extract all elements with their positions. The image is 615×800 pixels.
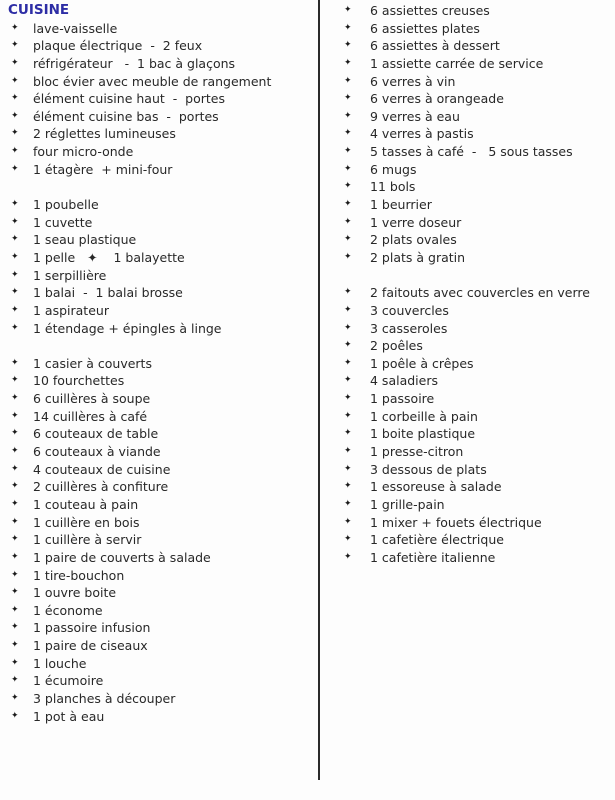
bullet-icon: ✦ (344, 463, 352, 474)
list-item (8, 231, 308, 249)
bullet-icon: ✦ (11, 710, 19, 721)
list-section (8, 355, 308, 725)
list-item (341, 284, 613, 302)
bullet-icon: ✦ (11, 393, 19, 404)
list-item-label: 6 assiettes à dessert (370, 38, 500, 54)
list-item-label: 1 corbeille à pain (370, 408, 478, 424)
list-item-label: 1 étagère + mini-four (33, 161, 173, 177)
list-item-label: 1 paire de couverts à salade (33, 549, 211, 565)
list-item (341, 302, 613, 320)
list-item-label: bloc évier avec meuble de rangement (33, 73, 272, 89)
list-item (341, 55, 613, 73)
list-item (341, 178, 613, 196)
bullet-icon: ✦ (11, 40, 19, 51)
bullet-icon: ✦ (11, 22, 19, 33)
list-item (341, 143, 613, 161)
list-item-label: 1 poêle à crêpes (370, 355, 474, 371)
list-item (8, 567, 308, 585)
list-item-label: 6 assiettes plates (370, 20, 480, 36)
list-item (341, 90, 613, 108)
list-item (8, 73, 308, 91)
list-item-label: 1 écumoire (33, 673, 104, 689)
bullet-icon: ✦ (11, 675, 19, 686)
list-item (8, 408, 308, 426)
list-item (8, 90, 308, 108)
bullet-icon: ✦ (11, 234, 19, 245)
list-item-label: 2 plats ovales (370, 232, 457, 248)
list-item-label: 3 casseroles (370, 320, 448, 336)
list-item-label: 4 couteaux de cuisine (33, 461, 171, 477)
bullet-icon: ✦ (344, 410, 352, 421)
bullet-icon: ✦ (344, 551, 352, 562)
list-item (341, 37, 613, 55)
list-item-label: 2 cuillères à confiture (33, 479, 169, 495)
list-item-label: 1 grille-pain (370, 496, 445, 512)
bullet-icon: ✦ (11, 75, 19, 86)
list-item (341, 125, 613, 143)
bullet-icon: ✦ (344, 428, 352, 439)
bullet-icon: ✦ (11, 463, 19, 474)
list-item (8, 372, 308, 390)
list-section (8, 196, 308, 337)
list-item-label: 3 dessous de plats (370, 461, 487, 477)
list-item-label: plaque électrique - 2 feux (33, 38, 203, 54)
list-item (341, 478, 613, 496)
list-item (8, 108, 308, 126)
bullet-icon: ✦ (11, 216, 19, 227)
list-item-label: 1 économe (33, 602, 103, 618)
list-item-label: 1 pelle ✦ 1 balayette (33, 249, 185, 265)
bullet-icon: ✦ (11, 163, 19, 174)
list-item (8, 637, 308, 655)
list-item-label: 14 cuillères à café (33, 408, 148, 424)
list-item (8, 55, 308, 73)
list-item (8, 161, 308, 179)
list-item (341, 2, 613, 20)
list-item (8, 549, 308, 567)
list-item (341, 496, 613, 514)
list-item-label: 1 poubelle (33, 197, 99, 213)
list-item-label: 1 boite plastique (370, 426, 476, 442)
list-item-label: 6 verres à orangeade (370, 91, 504, 107)
list-item (341, 549, 613, 567)
bullet-icon: ✦ (11, 110, 19, 121)
bullet-icon: ✦ (11, 622, 19, 633)
list-item-label: 6 couteaux de table (33, 426, 159, 442)
bullet-icon: ✦ (11, 304, 19, 315)
list-item (8, 390, 308, 408)
bullet-icon: ✦ (344, 181, 352, 192)
list-item (8, 496, 308, 514)
list-item-label: 2 réglettes lumineuses (33, 126, 176, 142)
list-item-label: 1 seau plastique (33, 232, 137, 248)
bullet-icon: ✦ (344, 40, 352, 51)
list-item-label: 1 cuillère à servir (33, 532, 142, 548)
bullet-icon: ✦ (11, 322, 19, 333)
list-item-label: 4 saladiers (370, 373, 438, 389)
bullet-icon: ✦ (344, 216, 352, 227)
list-item-label: 1 pot à eau (33, 708, 105, 724)
list-item-label: réfrigérateur - 1 bac à glaçons (33, 55, 236, 71)
list-item (341, 108, 613, 126)
bullet-icon: ✦ (344, 498, 352, 509)
bullet-icon: ✦ (11, 657, 19, 668)
list-item-label: 1 cafetière électrique (370, 532, 504, 548)
bullet-icon: ✦ (344, 128, 352, 139)
bullet-icon: ✦ (344, 304, 352, 315)
list-item-label: 6 verres à vin (370, 73, 456, 89)
list-item-label: 3 couvercles (370, 302, 449, 318)
bullet-icon: ✦ (344, 57, 352, 68)
list-item-label: 10 fourchettes (33, 373, 125, 389)
list-item (8, 584, 308, 602)
list-item (341, 425, 613, 443)
list-item (8, 284, 308, 302)
list-item (341, 73, 613, 91)
bullet-icon: ✦ (344, 199, 352, 210)
bullet-icon: ✦ (11, 146, 19, 157)
list-item-label: 11 bols (370, 179, 416, 195)
list-item-label: 1 louche (33, 655, 87, 671)
list-item (341, 514, 613, 532)
bullet-icon: ✦ (11, 251, 19, 262)
list-item-label: 1 essoreuse à salade (370, 479, 502, 495)
bullet-icon: ✦ (344, 481, 352, 492)
list-item-label: 1 serpillière (33, 267, 107, 283)
list-item (8, 478, 308, 496)
list-item-label: 1 couteau à pain (33, 496, 139, 512)
column-divider-line (318, 0, 320, 780)
list-item (341, 408, 613, 426)
bullet-icon: ✦ (344, 340, 352, 351)
list-item-label: 1 cuvette (33, 214, 93, 230)
list-item-label: 6 couteaux à viande (33, 444, 161, 460)
list-item (341, 161, 613, 179)
list-item (341, 443, 613, 461)
list-item-label: 1 verre doseur (370, 214, 462, 230)
bullet-icon: ✦ (344, 357, 352, 368)
list-item (341, 390, 613, 408)
bullet-icon: ✦ (11, 410, 19, 421)
list-item (341, 531, 613, 549)
bullet-icon: ✦ (344, 163, 352, 174)
page-title: CUISINE (8, 2, 70, 18)
list-item-label: 1 aspirateur (33, 302, 109, 318)
list-item-label: 6 cuillères à soupe (33, 391, 151, 407)
bullet-icon: ✦ (344, 5, 352, 15)
list-item-label: 1 étendage + épingles à linge (33, 320, 222, 336)
bullet-icon: ✦ (344, 534, 352, 545)
list-item (341, 372, 613, 390)
list-item (341, 231, 613, 249)
list-item (8, 214, 308, 232)
bullet-icon: ✦ (344, 110, 352, 121)
bullet-icon: ✦ (11, 640, 19, 651)
list-item-label: 1 ouvre boite (33, 585, 117, 601)
list-section (341, 284, 613, 566)
list-item (8, 602, 308, 620)
list-item (8, 461, 308, 479)
list-item (8, 708, 308, 726)
bullet-icon: ✦ (344, 93, 352, 104)
list-item (8, 37, 308, 55)
list-item-label: 1 paire de ciseaux (33, 638, 148, 654)
bullet-icon: ✦ (344, 516, 352, 527)
list-item (341, 355, 613, 373)
bullet-icon: ✦ (11, 357, 19, 368)
list-item (8, 425, 308, 443)
list-item-label: 1 casier à couverts (33, 355, 152, 371)
bullet-icon: ✦ (11, 287, 19, 298)
list-item-label: 5 tasses à café - 5 sous tasses (370, 144, 573, 160)
list-item (8, 267, 308, 285)
list-item-label: 6 assiettes creuses (370, 3, 490, 18)
bullet-icon: ✦ (344, 393, 352, 404)
right-column (341, 2, 613, 567)
bullet-icon: ✦ (344, 287, 352, 298)
list-item (8, 302, 308, 320)
list-item-label: lave-vaisselle (33, 20, 118, 36)
list-item-label: four micro-onde (33, 144, 134, 160)
list-item (8, 249, 308, 267)
list-item (8, 443, 308, 461)
list-item-label: 1 beurrier (370, 197, 432, 213)
list-item-label: 1 presse-citron (370, 444, 464, 460)
list-item-label: 1 assiette carrée de service (370, 55, 544, 71)
list-item-label: élément cuisine bas - portes (33, 108, 219, 124)
list-item (341, 249, 613, 267)
list-item (8, 196, 308, 214)
bullet-icon: ✦ (344, 234, 352, 245)
list-item-label: 3 planches à découper (33, 690, 176, 706)
list-item-label: 6 mugs (370, 161, 417, 177)
bullet-icon: ✦ (344, 75, 352, 86)
list-item (8, 655, 308, 673)
list-item (341, 337, 613, 355)
list-item-label: élément cuisine haut - portes (33, 91, 225, 107)
list-item (8, 619, 308, 637)
list-item-label: 4 verres à pastis (370, 126, 474, 142)
bullet-icon: ✦ (344, 375, 352, 386)
bullet-icon: ✦ (344, 446, 352, 457)
list-item-label: 2 faitouts avec couvercles en verre (370, 285, 590, 301)
list-item-label: 1 tire-bouchon (33, 567, 125, 583)
bullet-icon: ✦ (11, 692, 19, 703)
list-item (8, 672, 308, 690)
bullet-icon: ✦ (11, 199, 19, 210)
list-item-label: 9 verres à eau (370, 108, 460, 124)
bullet-icon: ✦ (11, 569, 19, 580)
bullet-icon: ✦ (11, 269, 19, 280)
bullet-icon: ✦ (344, 22, 352, 33)
bullet-icon: ✦ (11, 375, 19, 386)
bullet-icon: ✦ (11, 446, 19, 457)
bullet-icon: ✦ (11, 498, 19, 509)
bullet-icon: ✦ (11, 481, 19, 492)
list-item (341, 320, 613, 338)
list-item-label: 2 plats à gratin (370, 249, 466, 265)
list-item (8, 125, 308, 143)
bullet-icon: ✦ (11, 551, 19, 562)
list-item (341, 214, 613, 232)
list-item (341, 461, 613, 479)
list-item-label: 2 poêles (370, 338, 423, 354)
list-item (8, 514, 308, 532)
bullet-icon: ✦ (344, 322, 352, 333)
list-section (341, 2, 613, 267)
bullet-icon: ✦ (11, 534, 19, 545)
list-item (8, 320, 308, 338)
bullet-icon: ✦ (11, 587, 19, 598)
left-column (8, 2, 308, 725)
bullet-icon: ✦ (344, 146, 352, 157)
list-item (8, 690, 308, 708)
list-item-label: 1 mixer + fouets électrique (370, 514, 542, 530)
list-item (8, 355, 308, 373)
bullet-icon: ✦ (11, 57, 19, 68)
bullet-icon: ✦ (11, 93, 19, 104)
list-item-label: 1 cuillère en bois (33, 514, 140, 530)
list-item-label: 1 cafetière italienne (370, 549, 496, 565)
list-item (8, 143, 308, 161)
list-section (8, 20, 308, 179)
list-item-label: 1 balai - 1 balai brosse (33, 285, 183, 301)
list-item (341, 20, 613, 38)
list-item (341, 196, 613, 214)
bullet-icon: ✦ (11, 604, 19, 615)
list-item-label: 1 passoire (370, 391, 435, 407)
bullet-icon: ✦ (11, 516, 19, 527)
bullet-icon: ✦ (11, 128, 19, 139)
list-item-label: 1 passoire infusion (33, 620, 151, 636)
list-item (8, 20, 308, 38)
list-item (8, 531, 308, 549)
bullet-icon: ✦ (11, 428, 19, 439)
bullet-icon: ✦ (344, 251, 352, 262)
